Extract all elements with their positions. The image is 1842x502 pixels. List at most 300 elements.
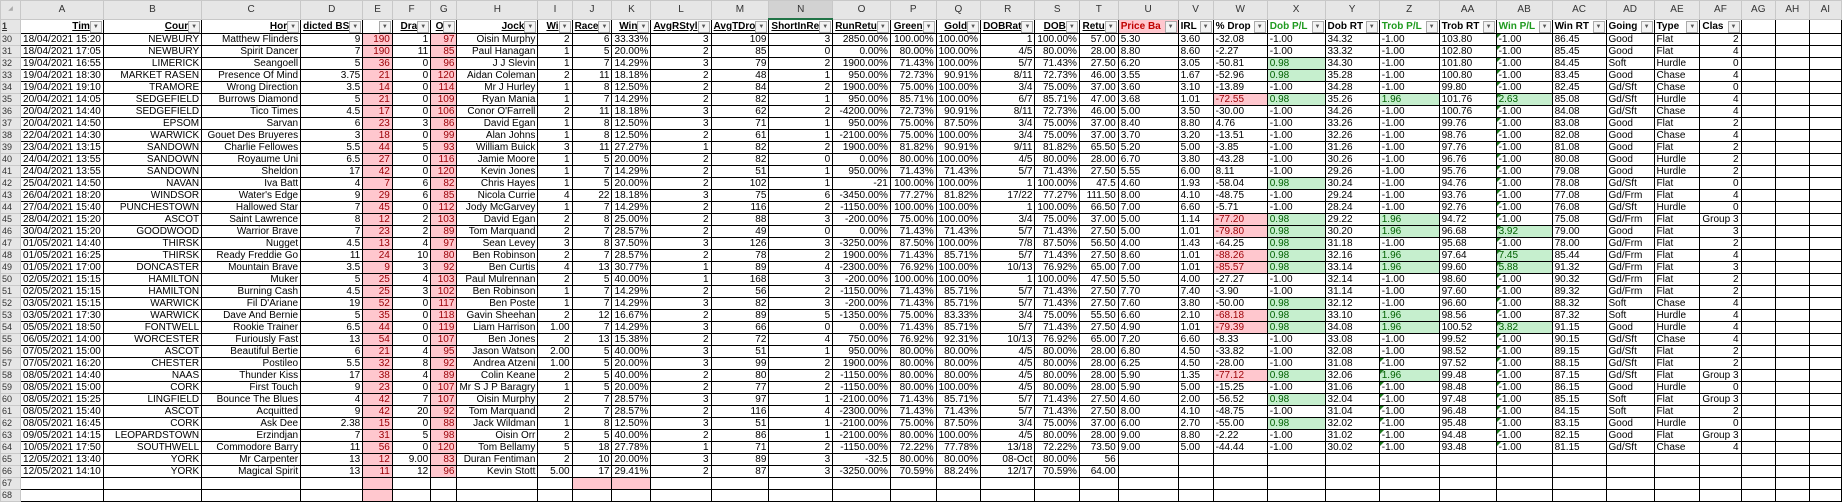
cell-aa38[interactable]: 98.76	[1439, 130, 1496, 142]
cell-x63[interactable]: -1.00	[1267, 430, 1325, 442]
cell-t40[interactable]: 28.00	[1079, 154, 1118, 166]
cell-o46[interactable]: 0.00%	[833, 226, 891, 238]
cell-ad51[interactable]: Gd/Frm	[1606, 286, 1654, 298]
cell-ai52[interactable]	[1809, 298, 1841, 310]
cell-d68[interactable]	[301, 490, 363, 502]
cell-o65[interactable]: -32.5	[833, 454, 891, 466]
header-cell-aa[interactable]	[1439, 19, 1496, 34]
cell-l38[interactable]: 2	[651, 130, 711, 142]
cell-h31[interactable]: Paul Hanagan	[457, 46, 538, 58]
cell-ad47[interactable]: Gd/Frm	[1606, 238, 1654, 250]
cell-i63[interactable]: 2	[538, 430, 572, 442]
row-header-48[interactable]: 48	[1, 250, 21, 262]
filter-dropdown-icon[interactable]: ▼	[819, 21, 831, 33]
cell-v61[interactable]: 4.10	[1178, 406, 1213, 418]
column-header-a[interactable]: A	[21, 1, 104, 20]
cell-b48[interactable]: THIRSK	[103, 250, 201, 262]
cell-t31[interactable]: 28.00	[1079, 46, 1118, 58]
cell-t34[interactable]: 37.00	[1079, 82, 1118, 94]
cell-x46[interactable]: 0.98	[1267, 226, 1325, 238]
cell-o50[interactable]: -200.00%	[833, 274, 891, 286]
cell-t32[interactable]: 27.50	[1079, 58, 1118, 70]
cell-ah51[interactable]	[1776, 286, 1810, 298]
cell-ag34[interactable]	[1741, 82, 1776, 94]
cell-p54[interactable]: 71.43%	[890, 322, 936, 334]
cell-r40[interactable]: 4/5	[981, 154, 1035, 166]
cell-ae37[interactable]: Flat	[1654, 118, 1700, 130]
cell-ai43[interactable]	[1809, 190, 1841, 202]
cell-ac38[interactable]: 82.08	[1552, 130, 1606, 142]
cell-aa45[interactable]: 94.72	[1439, 214, 1496, 226]
cell-ag57[interactable]	[1741, 358, 1776, 370]
cell-b52[interactable]: WARWICK	[103, 298, 201, 310]
cell-ad37[interactable]: Good	[1606, 118, 1654, 130]
cell-o66[interactable]: -3250.00%	[833, 466, 891, 478]
cell-t65[interactable]: 56	[1079, 454, 1118, 466]
cell-n30[interactable]: 3	[769, 34, 833, 46]
cell-ae31[interactable]: Flat	[1654, 46, 1700, 58]
cell-x64[interactable]: -1.00	[1267, 442, 1325, 454]
cell-r30[interactable]: 1	[981, 34, 1035, 46]
cell-i45[interactable]: 2	[538, 214, 572, 226]
cell-x33[interactable]: 0.98	[1267, 70, 1325, 82]
header-cell-i[interactable]	[538, 19, 572, 34]
header-cell-y[interactable]	[1325, 19, 1379, 34]
cell-ab46[interactable]: 3.92	[1496, 226, 1552, 238]
cell-m58[interactable]: 80	[711, 370, 769, 382]
row-header-62[interactable]: 62	[1, 418, 21, 430]
cell-t43[interactable]: 111.50	[1079, 190, 1118, 202]
cell-d66[interactable]: 13	[301, 466, 363, 478]
cell-ag68[interactable]	[1741, 490, 1776, 502]
cell-r49[interactable]: 10/13	[981, 262, 1035, 274]
cell-af57[interactable]: 2	[1700, 358, 1741, 370]
cell-l46[interactable]: 2	[651, 226, 711, 238]
cell-af36[interactable]: 4	[1700, 106, 1741, 118]
cell-b60[interactable]: LINGFIELD	[103, 394, 201, 406]
cell-ah66[interactable]	[1776, 466, 1810, 478]
cell-d38[interactable]: 3	[301, 130, 363, 142]
cell-af44[interactable]: 0	[1700, 202, 1741, 214]
cell-ae48[interactable]: Flat	[1654, 250, 1700, 262]
cell-ae43[interactable]: Flat	[1654, 190, 1700, 202]
cell-w52[interactable]: -50.00	[1213, 298, 1267, 310]
cell-p42[interactable]: 100.00%	[890, 178, 936, 190]
cell-t53[interactable]: 55.50	[1079, 310, 1118, 322]
cell-i60[interactable]: 2	[538, 394, 572, 406]
cell-e64[interactable]: 56	[363, 442, 393, 454]
cell-i54[interactable]: 1.00	[538, 322, 572, 334]
cell-t42[interactable]: 47.5	[1079, 178, 1118, 190]
row-header-30[interactable]: 30	[1, 34, 21, 46]
cell-x52[interactable]: 0.98	[1267, 298, 1325, 310]
cell-w53[interactable]: -68.18	[1213, 310, 1267, 322]
header-cell-m[interactable]	[711, 19, 769, 34]
row-header-65[interactable]: 65	[1, 454, 21, 466]
header-cell-n[interactable]	[769, 19, 833, 34]
cell-i43[interactable]: 4	[538, 190, 572, 202]
cell-v50[interactable]: 4.00	[1178, 274, 1213, 286]
cell-q60[interactable]: 85.71%	[936, 394, 980, 406]
cell-s45[interactable]: 75.00%	[1035, 214, 1079, 226]
cell-v38[interactable]: 3.20	[1178, 130, 1213, 142]
cell-b34[interactable]: TRAMORE	[103, 82, 201, 94]
cell-a34[interactable]: 19/04/2021 19:10	[21, 82, 104, 94]
cell-s47[interactable]: 87.50%	[1035, 238, 1079, 250]
cell-b40[interactable]: SANDOWN	[103, 154, 201, 166]
cell-c60[interactable]: Bounce The Blues	[202, 394, 301, 406]
cell-ad44[interactable]: Gd/Sft	[1606, 202, 1654, 214]
cell-af30[interactable]: 2	[1700, 34, 1741, 46]
cell-r64[interactable]: 13/18	[981, 442, 1035, 454]
cell-l51[interactable]: 2	[651, 286, 711, 298]
cell-i32[interactable]: 1	[538, 58, 572, 70]
cell-t58[interactable]: 28.00	[1079, 370, 1118, 382]
cell-o39[interactable]: 1900.00%	[833, 142, 891, 154]
cell-ag62[interactable]	[1741, 418, 1776, 430]
header-cell-o[interactable]	[833, 19, 891, 34]
cell-c49[interactable]: Mountain Brave	[202, 262, 301, 274]
column-header-ag[interactable]: AG	[1741, 1, 1776, 20]
cell-e31[interactable]: 190	[363, 46, 393, 58]
cell-u61[interactable]: 8.00	[1118, 406, 1178, 418]
cell-ab44[interactable]: -1.00	[1496, 202, 1552, 214]
cell-q34[interactable]: 100.00%	[936, 82, 980, 94]
cell-y41[interactable]: 29.26	[1325, 166, 1379, 178]
cell-aa47[interactable]: 95.68	[1439, 238, 1496, 250]
cell-af41[interactable]: 2	[1700, 166, 1741, 178]
filter-dropdown-icon[interactable]: ▼	[379, 21, 391, 33]
cell-u46[interactable]: 5.00	[1118, 226, 1178, 238]
cell-t44[interactable]: 66.50	[1079, 202, 1118, 214]
cell-m33[interactable]: 48	[711, 70, 769, 82]
filter-dropdown-icon[interactable]: ▼	[877, 21, 889, 33]
cell-s33[interactable]: 72.73%	[1035, 70, 1079, 82]
cell-f53[interactable]: 0	[392, 310, 430, 322]
cell-e36[interactable]: 17	[363, 106, 393, 118]
cell-ai48[interactable]	[1809, 250, 1841, 262]
cell-q38[interactable]: 100.00%	[936, 130, 980, 142]
cell-n61[interactable]: 4	[769, 406, 833, 418]
cell-r31[interactable]: 4/5	[981, 46, 1035, 58]
cell-ac33[interactable]: 83.45	[1552, 70, 1606, 82]
cell-t66[interactable]: 64.00	[1079, 466, 1118, 478]
cell-ag51[interactable]	[1741, 286, 1776, 298]
cell-c35[interactable]: Burrows Diamond	[202, 94, 301, 106]
cell-o56[interactable]: 950.00%	[833, 346, 891, 358]
cell-ad53[interactable]: Soft	[1606, 310, 1654, 322]
cell-t68[interactable]	[1079, 490, 1118, 502]
row-header-58[interactable]: 58	[1, 370, 21, 382]
cell-a56[interactable]: 07/05/2021 15:00	[21, 346, 104, 358]
cell-i55[interactable]: 2	[538, 334, 572, 346]
row-header-45[interactable]: 45	[1, 214, 21, 226]
cell-u55[interactable]: 7.20	[1118, 334, 1178, 346]
cell-h44[interactable]: Jody McGarvey	[457, 202, 538, 214]
cell-ac47[interactable]: 78.00	[1552, 238, 1606, 250]
cell-g62[interactable]: 88	[431, 418, 457, 430]
cell-t60[interactable]: 27.50	[1079, 394, 1118, 406]
cell-w54[interactable]: -79.39	[1213, 322, 1267, 334]
cell-r47[interactable]: 7/8	[981, 238, 1035, 250]
cell-z65[interactable]	[1379, 454, 1439, 466]
cell-ae62[interactable]: Hurdle	[1654, 418, 1700, 430]
cell-m47[interactable]: 126	[711, 238, 769, 250]
cell-q52[interactable]: 85.71%	[936, 298, 980, 310]
cell-j68[interactable]	[572, 490, 612, 502]
cell-n63[interactable]: 1	[769, 430, 833, 442]
cell-g65[interactable]: 83	[431, 454, 457, 466]
cell-x31[interactable]: -1.00	[1267, 46, 1325, 58]
cell-y44[interactable]: 28.24	[1325, 202, 1379, 214]
cell-r43[interactable]: 17/22	[981, 190, 1035, 202]
cell-m53[interactable]: 89	[711, 310, 769, 322]
cell-ac37[interactable]: 83.08	[1552, 118, 1606, 130]
filter-dropdown-icon[interactable]: ▼	[1312, 21, 1324, 33]
cell-j39[interactable]: 11	[572, 142, 612, 154]
cell-c62[interactable]: Ask Dee	[202, 418, 301, 430]
cell-a61[interactable]: 08/05/2021 15:40	[21, 406, 104, 418]
cell-ad59[interactable]: Good	[1606, 382, 1654, 394]
cell-l32[interactable]: 3	[651, 58, 711, 70]
cell-l36[interactable]: 3	[651, 106, 711, 118]
cell-f45[interactable]: 2	[392, 214, 430, 226]
cell-a51[interactable]: 02/05/2021 15:15	[21, 286, 104, 298]
filter-dropdown-icon[interactable]: ▼	[188, 21, 200, 33]
cell-ac68[interactable]	[1552, 490, 1606, 502]
cell-m48[interactable]: 78	[711, 250, 769, 262]
cell-u40[interactable]: 6.70	[1118, 154, 1178, 166]
cell-s54[interactable]: 71.43%	[1035, 322, 1079, 334]
cell-x44[interactable]: -1.00	[1267, 202, 1325, 214]
cell-ab33[interactable]: -1.00	[1496, 70, 1552, 82]
cell-v56[interactable]: 4.50	[1178, 346, 1213, 358]
cell-m37[interactable]: 71	[711, 118, 769, 130]
cell-x60[interactable]: 0.98	[1267, 394, 1325, 406]
cell-af39[interactable]: 2	[1700, 142, 1741, 154]
cell-ah46[interactable]	[1776, 226, 1810, 238]
cell-x51[interactable]: -1.00	[1267, 286, 1325, 298]
cell-d39[interactable]: 5.5	[301, 142, 363, 154]
cell-b56[interactable]: ASCOT	[103, 346, 201, 358]
cell-q68[interactable]	[936, 490, 980, 502]
cell-a65[interactable]: 12/05/2021 13:40	[21, 454, 104, 466]
cell-g37[interactable]: 86	[431, 118, 457, 130]
cell-b46[interactable]: GOODWOOD	[103, 226, 201, 238]
cell-x35[interactable]: 0.98	[1267, 94, 1325, 106]
cell-l61[interactable]: 2	[651, 406, 711, 418]
cell-o59[interactable]: -1150.00%	[833, 382, 891, 394]
cell-f43[interactable]: 6	[392, 190, 430, 202]
cell-g30[interactable]: 97	[431, 34, 457, 46]
cell-z32[interactable]: -1.00	[1379, 58, 1439, 70]
cell-p52[interactable]: 71.43%	[890, 298, 936, 310]
cell-f56[interactable]: 4	[392, 346, 430, 358]
cell-d65[interactable]: 13	[301, 454, 363, 466]
cell-p53[interactable]: 75.00%	[890, 310, 936, 322]
cell-ac36[interactable]: 84.08	[1552, 106, 1606, 118]
cell-z45[interactable]: 1.96	[1379, 214, 1439, 226]
cell-af68[interactable]	[1700, 490, 1741, 502]
cell-w47[interactable]: -64.25	[1213, 238, 1267, 250]
cell-ag48[interactable]	[1741, 250, 1776, 262]
row-header-57[interactable]: 57	[1, 358, 21, 370]
cell-s44[interactable]: 100.00%	[1035, 202, 1079, 214]
cell-q31[interactable]: 100.00%	[936, 46, 980, 58]
cell-g55[interactable]: 107	[431, 334, 457, 346]
cell-y66[interactable]	[1325, 466, 1379, 478]
cell-aa68[interactable]	[1439, 490, 1496, 502]
cell-ae65[interactable]	[1654, 454, 1700, 466]
cell-h53[interactable]: Gavin Sheehan	[457, 310, 538, 322]
cell-ab45[interactable]: -1.00	[1496, 214, 1552, 226]
cell-n48[interactable]: 2	[769, 250, 833, 262]
cell-f49[interactable]: 3	[392, 262, 430, 274]
cell-k62[interactable]: 12.50%	[612, 418, 651, 430]
cell-h61[interactable]: Tom Marquand	[457, 406, 538, 418]
cell-ah55[interactable]	[1776, 334, 1810, 346]
cell-a63[interactable]: 09/05/2021 14:15	[21, 430, 104, 442]
cell-m49[interactable]: 89	[711, 262, 769, 274]
cell-ai30[interactable]	[1809, 34, 1841, 46]
cell-ah45[interactable]	[1776, 214, 1810, 226]
cell-v40[interactable]: 3.80	[1178, 154, 1213, 166]
cell-ad58[interactable]: Gd/Sft	[1606, 370, 1654, 382]
cell-ag33[interactable]	[1741, 70, 1776, 82]
cell-b61[interactable]: ASCOT	[103, 406, 201, 418]
cell-w67[interactable]	[1213, 478, 1267, 490]
cell-w38[interactable]: -13.51	[1213, 130, 1267, 142]
cell-h46[interactable]: Tom Marquand	[457, 226, 538, 238]
row-header-66[interactable]: 66	[1, 466, 21, 478]
cell-w36[interactable]: -30.00	[1213, 106, 1267, 118]
cell-c61[interactable]: Acquitted	[202, 406, 301, 418]
cell-x61[interactable]: -1.00	[1267, 406, 1325, 418]
cell-ai33[interactable]	[1809, 70, 1841, 82]
cell-c38[interactable]: Gouet Des Bruyeres	[202, 130, 301, 142]
cell-ad31[interactable]: Good	[1606, 46, 1654, 58]
cell-aa56[interactable]: 98.52	[1439, 346, 1496, 358]
cell-o31[interactable]: 0.00%	[833, 46, 891, 58]
header-cell-k[interactable]	[612, 19, 651, 34]
row-header-43[interactable]: 43	[1, 190, 21, 202]
column-header-ae[interactable]: AE	[1654, 1, 1700, 20]
cell-y67[interactable]	[1325, 478, 1379, 490]
cell-b36[interactable]: SEDGEFIELD	[103, 106, 201, 118]
cell-k58[interactable]: 40.00%	[612, 370, 651, 382]
column-header-j[interactable]: J	[572, 1, 612, 20]
cell-ad49[interactable]: Gd/Frm	[1606, 262, 1654, 274]
cell-h57[interactable]: Andrea Atzeni	[457, 358, 538, 370]
cell-aa41[interactable]: 95.76	[1439, 166, 1496, 178]
cell-p56[interactable]: 80.00%	[890, 346, 936, 358]
cell-ad45[interactable]: Gd/Frm	[1606, 214, 1654, 226]
cell-v58[interactable]: 1.35	[1178, 370, 1213, 382]
cell-q40[interactable]: 100.00%	[936, 154, 980, 166]
cell-w51[interactable]: -3.90	[1213, 286, 1267, 298]
cell-ae51[interactable]: Flat	[1654, 286, 1700, 298]
row-header-41[interactable]: 41	[1, 166, 21, 178]
cell-k45[interactable]: 25.00%	[612, 214, 651, 226]
cell-c68[interactable]	[202, 490, 301, 502]
cell-g68[interactable]	[431, 490, 457, 502]
column-header-t[interactable]: T	[1079, 1, 1118, 20]
cell-q37[interactable]: 87.50%	[936, 118, 980, 130]
cell-aa66[interactable]	[1439, 466, 1496, 478]
cell-ah37[interactable]	[1776, 118, 1810, 130]
cell-z66[interactable]	[1379, 466, 1439, 478]
cell-h36[interactable]: Conor O'Farrell	[457, 106, 538, 118]
cell-k50[interactable]: 40.00%	[612, 274, 651, 286]
cell-l66[interactable]: 2	[651, 466, 711, 478]
cell-w58[interactable]: -77.12	[1213, 370, 1267, 382]
cell-ac64[interactable]: 81.15	[1552, 442, 1606, 454]
cell-q66[interactable]: 88.24%	[936, 466, 980, 478]
cell-ac39[interactable]: 81.08	[1552, 142, 1606, 154]
cell-m34[interactable]: 84	[711, 82, 769, 94]
cell-ad41[interactable]: Good	[1606, 166, 1654, 178]
cell-e34[interactable]: 14	[363, 82, 393, 94]
cell-n57[interactable]: 2	[769, 358, 833, 370]
cell-ag60[interactable]	[1741, 394, 1776, 406]
cell-y58[interactable]: 32.06	[1325, 370, 1379, 382]
cell-n40[interactable]: 0	[769, 154, 833, 166]
cell-af67[interactable]	[1700, 478, 1741, 490]
cell-aa31[interactable]: 102.80	[1439, 46, 1496, 58]
cell-i65[interactable]: 2	[538, 454, 572, 466]
cell-m44[interactable]: 116	[711, 202, 769, 214]
row-header-35[interactable]: 35	[1, 94, 21, 106]
cell-s68[interactable]	[1035, 490, 1079, 502]
cell-f46[interactable]: 2	[392, 226, 430, 238]
cell-h64[interactable]: Tom Bellamy	[457, 442, 538, 454]
cell-b57[interactable]: CHESTER	[103, 358, 201, 370]
cell-z62[interactable]: -1.00	[1379, 418, 1439, 430]
cell-p39[interactable]: 81.82%	[890, 142, 936, 154]
cell-ad34[interactable]: Gd/Sft	[1606, 82, 1654, 94]
cell-ah63[interactable]	[1776, 430, 1810, 442]
cell-d47[interactable]: 4.5	[301, 238, 363, 250]
cell-c67[interactable]	[202, 478, 301, 490]
cell-ac41[interactable]: 79.08	[1552, 166, 1606, 178]
cell-z59[interactable]: -1.00	[1379, 382, 1439, 394]
cell-y59[interactable]: 31.06	[1325, 382, 1379, 394]
header-cell-j[interactable]	[572, 19, 612, 34]
cell-ac66[interactable]	[1552, 466, 1606, 478]
cell-o54[interactable]: 0.00%	[833, 322, 891, 334]
cell-q58[interactable]: 80.00%	[936, 370, 980, 382]
cell-ad56[interactable]: Gd/Sft	[1606, 346, 1654, 358]
cell-g51[interactable]: 102	[431, 286, 457, 298]
cell-a33[interactable]: 19/04/2021 18:30	[21, 70, 104, 82]
cell-ad57[interactable]: Gd/Sft	[1606, 358, 1654, 370]
cell-q49[interactable]: 100.00%	[936, 262, 980, 274]
cell-m46[interactable]: 49	[711, 226, 769, 238]
cell-k36[interactable]: 18.18%	[612, 106, 651, 118]
cell-ah50[interactable]	[1776, 274, 1810, 286]
row-header-40[interactable]: 40	[1, 154, 21, 166]
row-header-53[interactable]: 53	[1, 310, 21, 322]
cell-s52[interactable]: 71.43%	[1035, 298, 1079, 310]
cell-c53[interactable]: Dave And Bernie	[202, 310, 301, 322]
cell-ac32[interactable]: 84.45	[1552, 58, 1606, 70]
header-cell-z[interactable]	[1379, 19, 1439, 34]
cell-j67[interactable]	[572, 478, 612, 490]
cell-ai66[interactable]	[1809, 466, 1841, 478]
cell-a62[interactable]: 08/05/2021 16:45	[21, 418, 104, 430]
cell-ag66[interactable]	[1741, 466, 1776, 478]
cell-ab32[interactable]: -1.00	[1496, 58, 1552, 70]
